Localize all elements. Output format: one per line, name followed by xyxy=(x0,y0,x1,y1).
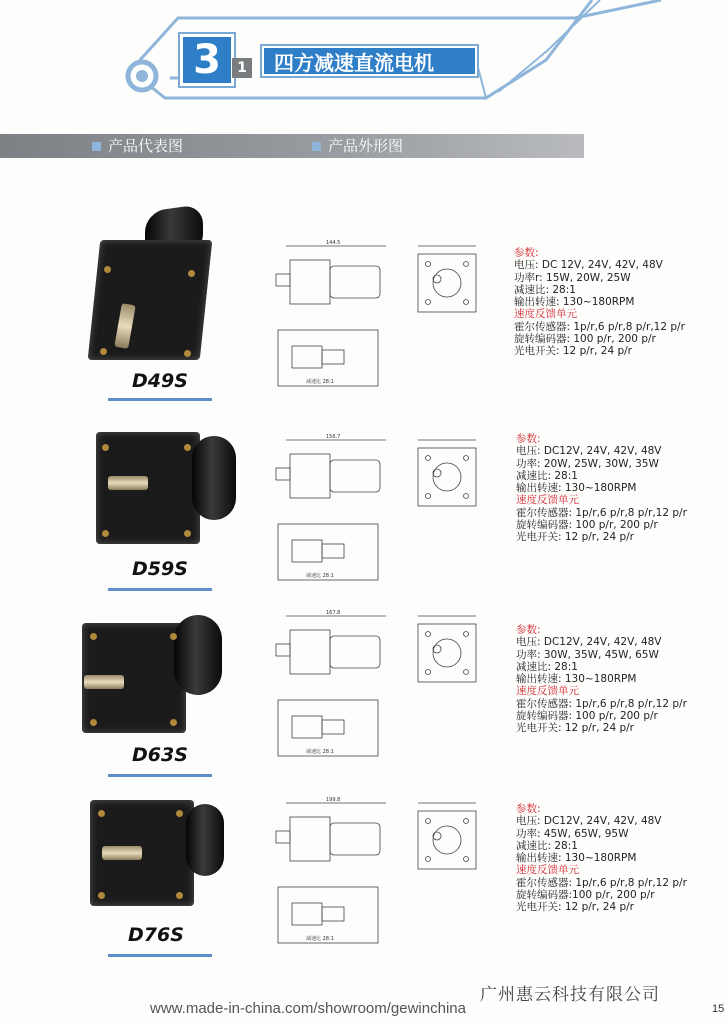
spec-photo: 光电开关: 12 p/r, 24 p/r xyxy=(516,901,634,914)
drawing-line xyxy=(276,831,290,843)
spec-feedback-title: 速度反馈单元 xyxy=(516,494,579,507)
page-number: 15 xyxy=(712,1003,725,1015)
spec-voltage: 电压: DC12V, 24V, 42V, 48V xyxy=(516,636,662,649)
drawing-line xyxy=(278,887,378,943)
outline-drawing-d59s xyxy=(268,432,498,592)
model-label-d63s: D63S xyxy=(132,744,188,766)
spec-photo: 光电开关: 12 p/r, 24 p/r xyxy=(516,531,634,544)
drawing-line xyxy=(426,857,431,862)
drawing-line xyxy=(426,300,431,305)
spec-block-d76s xyxy=(516,803,687,914)
spec-encoder: 旋转编码器: 100 p/r, 200 p/r xyxy=(514,333,656,346)
section-number: 3 xyxy=(180,34,234,86)
spec-speed: 输出转速: 130~180RPM xyxy=(514,296,635,309)
drawing-line xyxy=(322,907,344,921)
spec-feedback-title: 速度反馈单元 xyxy=(514,308,577,321)
drawing-line xyxy=(433,645,441,653)
page-title: 四方减速直流电机 xyxy=(262,46,477,76)
spec-encoder: 旋转编码器: 100 p/r, 200 p/r xyxy=(516,519,658,532)
model-label-d76s: D76S xyxy=(128,924,184,946)
drawing-line xyxy=(278,700,378,756)
model-underline xyxy=(108,954,212,957)
spec-voltage: 电压: DC12V, 24V, 42V, 48V xyxy=(516,445,662,458)
drawing-line xyxy=(322,544,344,558)
spec-voltage: 电压: DC 12V, 24V, 42V, 48V xyxy=(514,259,663,272)
drawing-line xyxy=(426,670,431,675)
outline-drawing-d63s xyxy=(268,608,498,768)
spec-block-d59s xyxy=(516,433,687,544)
spec-title: 参数: xyxy=(516,803,541,815)
drawing-ratio-note: 减速比 28:1 xyxy=(306,936,334,942)
drawing-line xyxy=(322,350,344,364)
drawing-line xyxy=(330,266,380,298)
drawing-line xyxy=(426,819,431,824)
model-underline xyxy=(108,398,212,401)
spec-ratio: 减速比: 28:1 xyxy=(516,839,578,852)
spec-photo: 光电开关: 12 p/r, 24 p/r xyxy=(514,345,632,358)
spec-photo: 光电开关: 12 p/r, 24 p/r xyxy=(516,722,634,735)
drawing-line xyxy=(433,275,441,283)
outline-drawing-d49s xyxy=(268,238,498,398)
spec-speed: 输出转速: 130~180RPM xyxy=(516,673,637,686)
drawing-line xyxy=(278,524,378,580)
bullet-square-icon xyxy=(312,142,321,151)
motor-photo-d59s xyxy=(92,430,242,550)
drawing-line xyxy=(426,494,431,499)
motor-photo-d63s xyxy=(78,615,228,735)
footer-url: www.made-in-china.com/showroom/gewinchina xyxy=(150,1000,466,1017)
drawing-line xyxy=(276,644,290,656)
section-bar xyxy=(0,134,584,158)
drawing-line xyxy=(464,494,469,499)
company-name: 广州惠云科技有限公司 xyxy=(480,985,660,1005)
drawing-line xyxy=(464,456,469,461)
drawing-line xyxy=(330,823,380,855)
spec-power: 功率r: 15W, 20W, 25W xyxy=(514,271,631,284)
spec-power: 功率: 45W, 65W, 95W xyxy=(516,827,629,840)
drawing-line xyxy=(418,448,476,506)
outline-drawing-d76s xyxy=(268,795,498,955)
drawing-line xyxy=(433,469,441,477)
spec-title: 参数: xyxy=(516,433,541,445)
drawing-line xyxy=(464,819,469,824)
bullet-square-icon xyxy=(92,142,101,151)
spec-hall: 霍尔传感器: 1p/r,6 p/r,8 p/r,12 p/r xyxy=(514,320,685,333)
spec-ratio: 减速比: 28:1 xyxy=(514,283,576,296)
drawing-length-label: 144.5 xyxy=(326,240,341,246)
drawing-line xyxy=(292,716,322,738)
spec-encoder: 旋转编码器:100 p/r, 200 p/r xyxy=(516,889,655,902)
drawing-line xyxy=(290,454,330,498)
motor-photo-d49s xyxy=(90,200,220,370)
spec-speed: 输出转速: 130~180RPM xyxy=(516,852,637,865)
motor-photo-d76s xyxy=(88,800,228,910)
spec-feedback-title: 速度反馈单元 xyxy=(516,864,579,877)
drawing-line xyxy=(278,330,378,386)
spec-speed: 输出转速: 130~180RPM xyxy=(516,482,637,495)
spec-hall: 霍尔传感器: 1p/r,6 p/r,8 p/r,12 p/r xyxy=(516,876,687,889)
drawing-line xyxy=(464,670,469,675)
drawing-line xyxy=(418,254,476,312)
drawing-ratio-note: 减速比 28:1 xyxy=(306,749,334,755)
spec-encoder: 旋转编码器: 100 p/r, 200 p/r xyxy=(516,710,658,723)
spec-hall: 霍尔传感器: 1p/r,6 p/r,8 p/r,12 p/r xyxy=(516,697,687,710)
drawing-line xyxy=(330,460,380,492)
spec-voltage: 电压: DC12V, 24V, 42V, 48V xyxy=(516,815,662,828)
model-underline xyxy=(108,588,212,591)
drawing-line xyxy=(464,857,469,862)
drawing-line xyxy=(276,274,290,286)
section-sub-number: 1 xyxy=(232,58,252,78)
drawing-length-label: 156.7 xyxy=(326,434,341,440)
drawing-line xyxy=(426,632,431,637)
drawing-line xyxy=(276,468,290,480)
drawing-ratio-note: 减速比 28:1 xyxy=(306,573,334,579)
model-label-d49s: D49S xyxy=(132,370,188,392)
spec-title: 参数: xyxy=(514,247,539,259)
drawing-line xyxy=(292,346,322,368)
section-label-outline-drawing: 产品外形图 xyxy=(328,137,404,155)
spec-power: 功率: 30W, 35W, 45W, 65W xyxy=(516,648,659,661)
spec-block-d63s xyxy=(516,624,687,735)
drawing-line xyxy=(418,624,476,682)
drawing-length-label: 167.8 xyxy=(326,610,341,616)
model-label-d59s: D59S xyxy=(132,558,188,580)
drawing-line xyxy=(322,720,344,734)
drawing-ratio-note: 减速比 28:1 xyxy=(306,379,334,385)
spec-block-d49s xyxy=(514,247,685,358)
spec-ratio: 减速比: 28:1 xyxy=(516,469,578,482)
drawing-line xyxy=(426,262,431,267)
drawing-line xyxy=(418,811,476,869)
spec-power: 功率: 20W, 25W, 30W, 35W xyxy=(516,457,659,470)
drawing-line xyxy=(464,262,469,267)
drawing-line xyxy=(290,817,330,861)
drawing-line xyxy=(426,456,431,461)
drawing-line xyxy=(464,632,469,637)
model-underline xyxy=(108,774,212,777)
drawing-line xyxy=(292,540,322,562)
section-label-product-photo: 产品代表图 xyxy=(108,137,184,155)
drawing-line xyxy=(290,260,330,304)
spec-hall: 霍尔传感器: 1p/r,6 p/r,8 p/r,12 p/r xyxy=(516,506,687,519)
drawing-line xyxy=(290,630,330,674)
drawing-length-label: 199.8 xyxy=(326,797,341,803)
spec-ratio: 减速比: 28:1 xyxy=(516,660,578,673)
spec-feedback-title: 速度反馈单元 xyxy=(516,685,579,698)
spec-title: 参数: xyxy=(516,624,541,636)
drawing-line xyxy=(433,832,441,840)
drawing-line xyxy=(292,903,322,925)
drawing-line xyxy=(330,636,380,668)
drawing-line xyxy=(464,300,469,305)
